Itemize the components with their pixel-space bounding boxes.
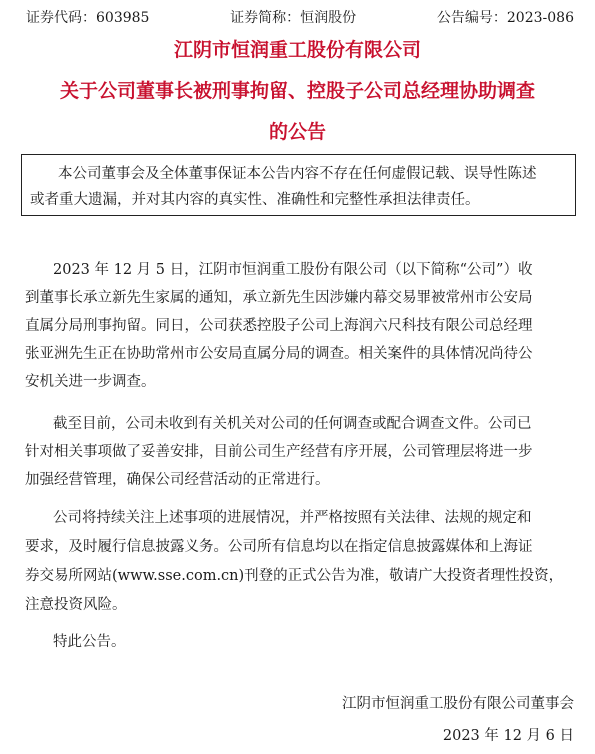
stock-abbreviation: 证券简称：恒润股份 — [230, 10, 357, 26]
paragraph-line: 要求，及时履行信息披露义务。公司所有信息均以在指定信息披露媒体和上海证 — [25, 539, 533, 555]
signature-company: 江阴市恒润重工股份有限公司董事会 — [342, 696, 574, 712]
document-header — [26, 9, 574, 27]
paragraph-line: 张亚洲先生正在协助常州市公安局直属分局的调查。相关案件的具体情况尚待公 — [25, 346, 533, 362]
notice-line: 或者重大遗漏，并对其内容的真实性、准确性和完整性承担法律责任。 — [30, 192, 480, 208]
announcement-title: 关于公司董事长被刑事拘留、控股子公司总经理协助调查 — [59, 80, 535, 102]
paragraph-line: 安机关进一步调查。 — [25, 374, 156, 390]
notice-line: 本公司董事会及全体董事保证本公告内容不存在任何虚假记载、误导性陈述 — [58, 166, 537, 182]
company-title: 江阴市恒润重工股份有限公司 — [173, 39, 421, 61]
paragraph-line: 注意投资风险。 — [25, 597, 127, 613]
paragraph-line: 公司将持续关注上述事项的进展情况，并严格按照有关法律、法规的规定和 — [53, 510, 532, 526]
announcement-number: 公告编号：2023-086 — [436, 10, 574, 26]
paragraph-line: 券交易所网站(www.sse.com.cn)刊登的正式公告为准，敬请广大投资者理性投资， — [25, 568, 564, 584]
paragraph-line: 截至目前，公司未收到有关机关对公司的任何调查或配合调查文件。公司已 — [53, 416, 532, 432]
paragraph-line: 2023 年 12 月 5 日，江阴市恒润重工股份有限公司（以下简称“公司”）收 — [53, 262, 533, 278]
paragraph-line: 针对相关事项做了妥善安排，目前公司生产经营有序开展，公司管理层将进一步 — [25, 444, 533, 460]
paragraph-line: 直属分局刑事拘留。同日，公司获悉控股子公司上海润六尺科技有限公司总经理 — [25, 318, 533, 334]
paragraph-line: 加强经营管理，确保公司经营活动的正常进行。 — [25, 472, 330, 488]
board-guarantee-notice — [21, 154, 576, 216]
paragraph-line: 特此公告。 — [53, 634, 126, 650]
paragraph-line: 到董事长承立新先生家属的通知，承立新先生因涉嫌内幕交易罪被常州市公安局 — [25, 290, 533, 306]
stock-code: 证券代码：603985 — [26, 10, 150, 26]
announcement-title-continued: 的公告 — [268, 121, 326, 143]
signature-date: 2023 年 12 月 6 日 — [442, 728, 574, 744]
